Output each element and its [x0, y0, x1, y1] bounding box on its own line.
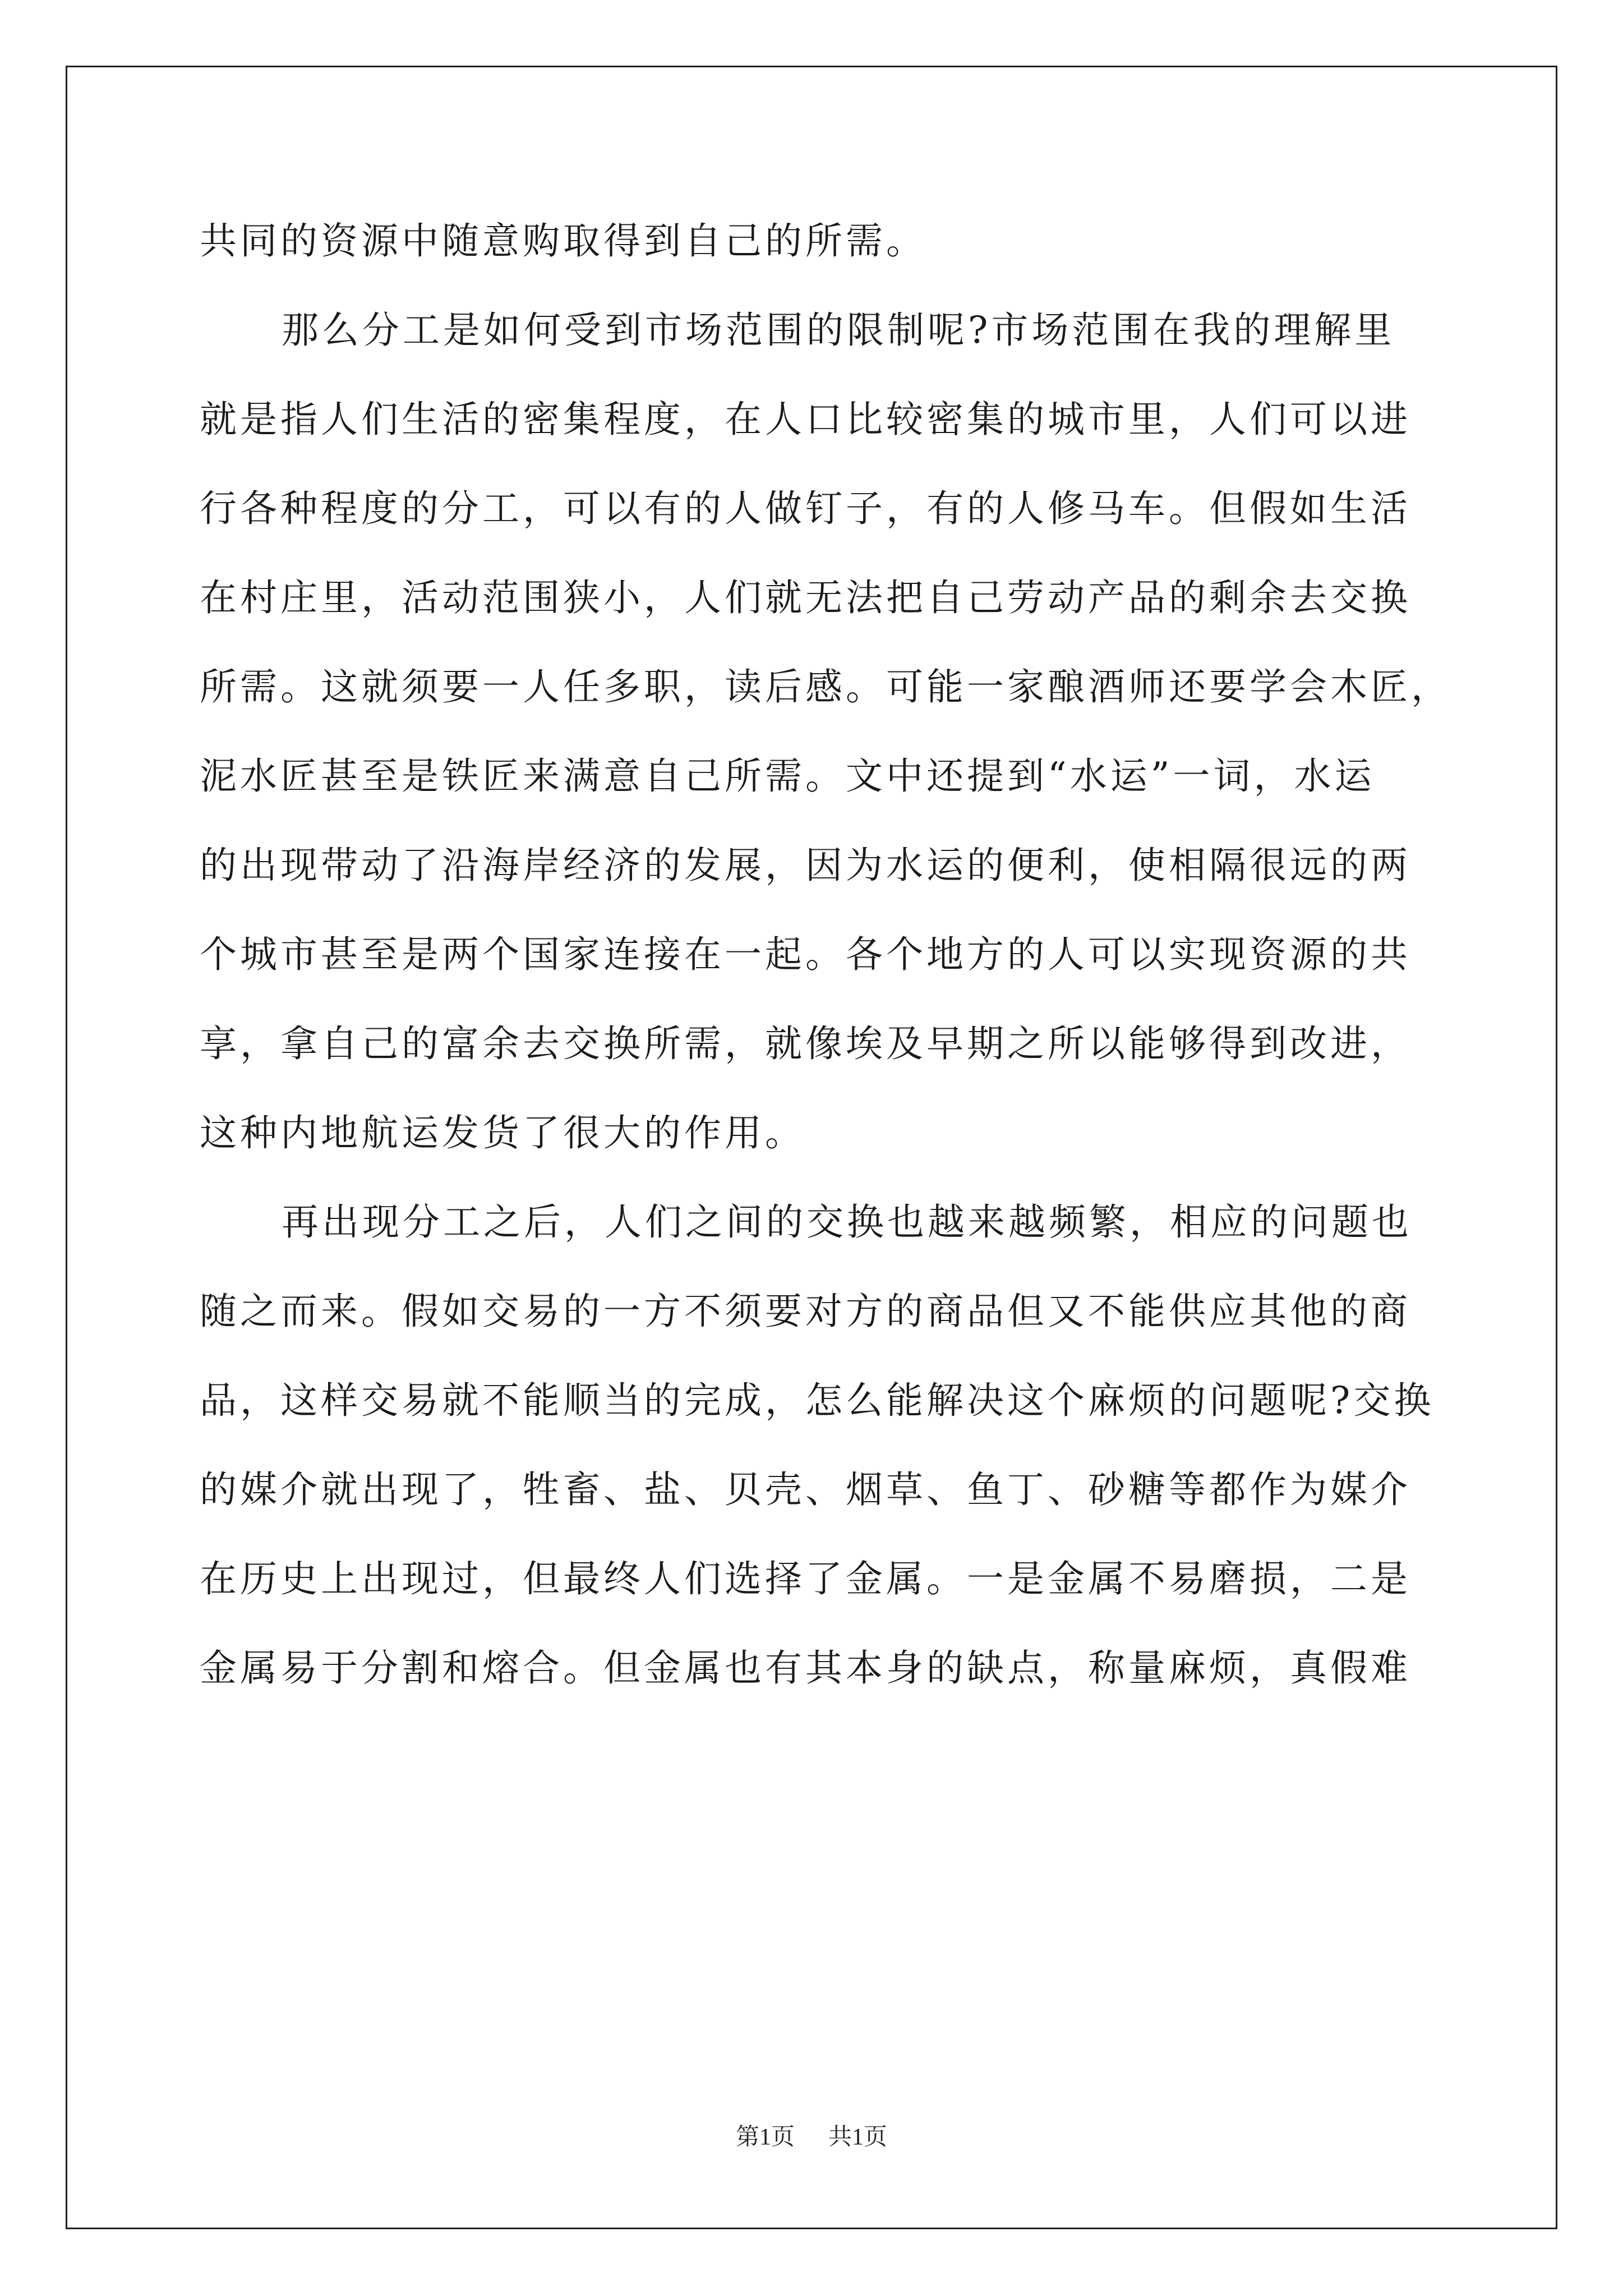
page-footer [0, 2120, 1623, 2154]
text-line: 享，拿自己的富余去交换所需，就像埃及早期之所以能够得到改进， [200, 1022, 1411, 1065]
text-line: 个城市甚至是两个国家连接在一起。各个地方的人可以实现资源的共 [200, 933, 1411, 976]
text-line: 的出现带动了沿海岸经济的发展，因为水运的便利，使相隔很远的两 [200, 844, 1411, 887]
text-line: 共同的资源中随意购取得到自己的所需。 [200, 219, 926, 263]
text-line: 金属易于分割和熔合。但金属也有其本身的缺点，称量麻烦，真假难 [200, 1646, 1411, 1690]
text-line: 在历史上出现过，但最终人们选择了金属。一是金属不易磨损，二是 [200, 1557, 1411, 1600]
text-line: 所需。这就须要一人任多职，读后感。可能一家酿酒师还要学会木匠， [200, 665, 1451, 708]
text-line: 品，这样交易就不能顺当的完成，怎么能解决这个麻烦的问题呢?交换 [200, 1379, 1435, 1422]
document-body [200, 210, 1451, 1727]
text-line: 泥水匠甚至是铁匠来满意自己所需。文中还提到“水运”一词，水运 [200, 754, 1375, 798]
text-line: 在村庄里，活动范围狭小，人们就无法把自己劳动产品的剩余去交换 [200, 576, 1411, 619]
text-line: 就是指人们生活的密集程度，在人口比较密集的城市里，人们可以进 [200, 398, 1411, 441]
paragraph-first-line: 再出现分工之后，人们之间的交换也越来越频繁，相应的问题也 [282, 1200, 1412, 1244]
text-line: 的媒介就出现了，牲畜、盐、贝壳、烟草、鱼丁、砂糖等都作为媒介 [200, 1468, 1411, 1511]
text-line: 这种内地航运发货了很大的作用。 [200, 1111, 805, 1154]
paragraph-first-line: 那么分工是如何受到市场范围的限制呢?市场范围在我的理解里 [282, 309, 1395, 352]
page-total-label: 共1页 [828, 2124, 888, 2150]
page-number-label: 第1页 [735, 2124, 795, 2150]
text-line: 随之而来。假如交易的一方不须要对方的商品但又不能供应其他的商 [200, 1290, 1411, 1333]
text-line: 行各种程度的分工，可以有的人做钉子，有的人修马车。但假如生活 [200, 487, 1411, 530]
